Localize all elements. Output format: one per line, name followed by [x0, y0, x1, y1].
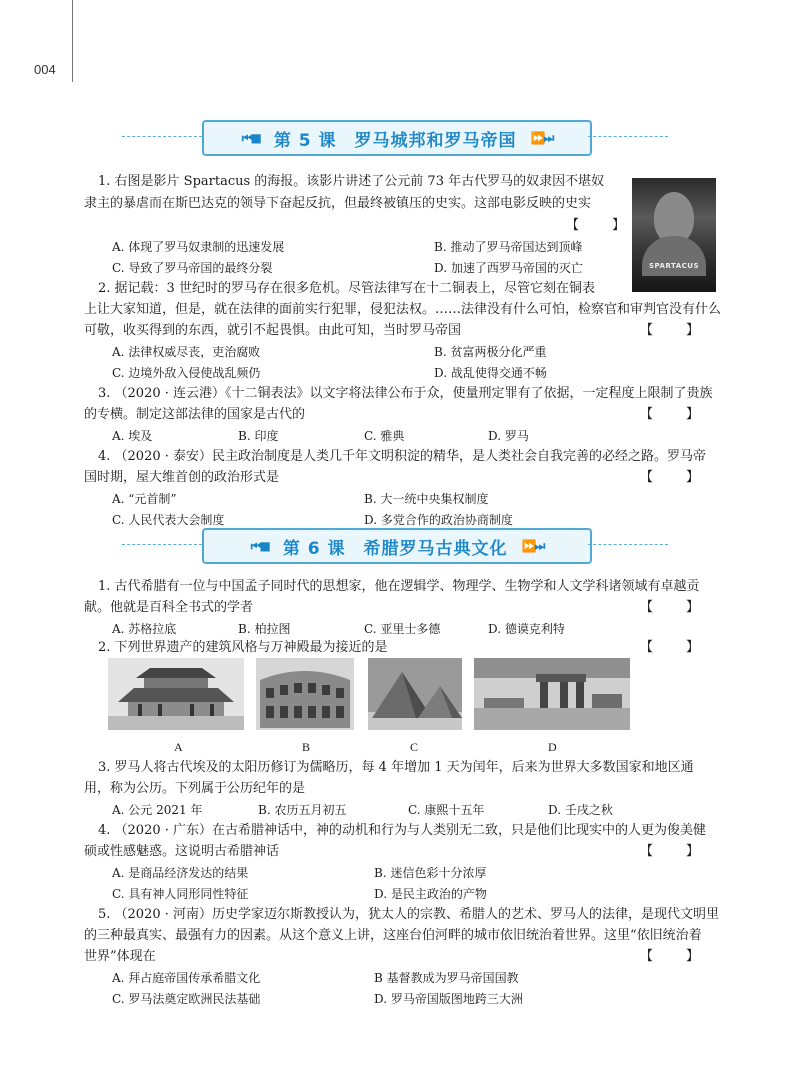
- l6-q3-option-b: B. 农历五月初五: [258, 803, 347, 817]
- l6-q4-option-c: C. 具有神人同形同性特征: [112, 887, 249, 901]
- l5-q4-bracket: 【 】: [640, 470, 710, 485]
- l6-q5-line1: 5. （2020 · 河南）历史学家迈尔斯教授认为，犹太人的宗教、希腊人的艺术、罗马人的法律，是现代文明里: [98, 907, 720, 922]
- lesson-6-title-box: [202, 528, 592, 564]
- l5-q4-option-b: B. 大一统中央集权制度: [364, 492, 489, 506]
- l5-q2-option-d: D. 战乱使得交通不畅: [434, 366, 547, 380]
- l5-q1-option-b: B. 推动了罗马帝国达到顶峰: [434, 240, 583, 254]
- lesson-6-title: 第 6 课 希腊罗马古典文化: [282, 538, 508, 559]
- skip-forward-icon: ⏩⏭: [521, 538, 544, 553]
- l6-q5-option-b: B 基督教成为罗马帝国国教: [374, 971, 519, 985]
- l6-q1-line1: 1. 古代希腊有一位与中国孟子同时代的思想家，他在逻辑学、物理学、生物学和人文学科诸领域有卓越贡: [98, 579, 700, 594]
- photo-label-c: C: [410, 740, 419, 754]
- l5-q1-line1: 1. 右图是影片 Spartacus 的海报。该影片讲述了公元前 73 年古代罗马的奴隶因不堪奴: [98, 174, 605, 189]
- l5-q3-option-a: A. 埃及: [112, 429, 153, 443]
- lesson-5-banner: [122, 120, 668, 154]
- spartacus-poster: [632, 178, 716, 292]
- l6-q1-line2: 献。他就是百科全书式的学者: [84, 600, 254, 615]
- l6-q2-line1: 2. 下列世界遗产的建筑风格与万神殿最为接近的是: [98, 640, 388, 655]
- l5-q4-option-c: C. 人民代表大会制度: [112, 513, 225, 527]
- skip-back-icon: ⏮■: [241, 130, 260, 145]
- l6-q5-option-a: A. 拜占庭帝国传承希腊文化: [112, 971, 261, 985]
- l6-q1-bracket: 【 】: [640, 600, 710, 615]
- photo-label-d: D: [548, 740, 557, 754]
- l6-q3-option-c: C. 康熙十五年: [408, 803, 485, 817]
- lesson-5-title: 第 5 课 罗马城邦和罗马帝国: [273, 130, 517, 151]
- l5-q4-option-a: A. “元首制”: [112, 492, 177, 506]
- l6-q4-line1: 4. （2020 · 广东）在古希腊神话中，神的动机和行为与人类别无二致，只是他们比现实中的人更为俊美健: [98, 823, 707, 838]
- l5-q3-option-b: B. 印度: [238, 429, 279, 443]
- photo-c-pyramids: [368, 658, 462, 730]
- l6-q5-option-d: D. 罗马帝国版图地跨三大洲: [374, 992, 523, 1006]
- l6-q5-line2: 的三种最真实、最强有力的因素。从这个意义上讲，这座台伯河畔的城市依旧统治着世界。这里“依旧统治着: [84, 928, 702, 943]
- l6-q4-option-a: A. 是商品经济发达的结果: [112, 866, 249, 880]
- l5-q3-line1: 3. （2020 · 连云港）《十二铜表法》以文字将法律公布于众，使量刑定罪有了依据，一定程度上限制了贵族: [98, 386, 713, 401]
- l6-q4-option-b: B. 迷信色彩十分浓厚: [374, 866, 487, 880]
- l5-q3-bracket: 【 】: [640, 407, 710, 422]
- l6-q3-option-a: A. 公元 2021 年: [112, 803, 203, 817]
- skip-forward-icon: ⏩⏭: [530, 130, 553, 145]
- l6-q4-option-d: D. 是民主政治的产物: [374, 887, 487, 901]
- l6-q1-option-b: B. 柏拉图: [238, 622, 291, 636]
- poster-title: SPARTACUS: [648, 262, 700, 270]
- banner-dash-right: [588, 136, 668, 137]
- l6-q1-option-a: A. 苏格拉底: [112, 622, 177, 636]
- lesson-5-title-box: [202, 120, 592, 156]
- l6-q5-line3: 世界”体现在: [84, 949, 156, 964]
- photo-a-chinese-palace: [108, 658, 244, 730]
- l6-q3-line2: 用，称为公历。下列属于公历纪年的是: [84, 781, 306, 796]
- l6-q3-option-d: D. 壬戌之秋: [548, 803, 613, 817]
- photo-label-a: A: [174, 740, 183, 754]
- l6-q1-option-d: D. 德谟克利特: [488, 622, 565, 636]
- l5-q1-line2: 隶主的暴虐而在斯巴达克的领导下奋起反抗，但最终被镇压的史实。这部电影反映的史实: [84, 196, 592, 211]
- banner-dash-left: [122, 544, 202, 545]
- l5-q3-line2: 的专横。制定这部法律的国家是古代的: [84, 407, 306, 422]
- l5-q3-option-c: C. 雅典: [364, 429, 405, 443]
- l6-q5-bracket: 【 】: [640, 949, 710, 964]
- l6-q4-line2: 硕或性感魅惑。这说明古希腊神话: [84, 844, 280, 859]
- l5-q1-option-a: A. 体现了罗马奴隶制的迅速发展: [112, 240, 285, 254]
- l5-q2-option-c: C. 边境外敌入侵使战乱频仍: [112, 366, 261, 380]
- poster-figure-body: [642, 236, 706, 276]
- skip-back-icon: ⏮■: [250, 538, 269, 553]
- photo-label-b: B: [302, 740, 311, 754]
- l6-q3-line1: 3. 罗马人将古代埃及的太阳历修订为儒略历，每 4 年增加 1 天为闰年，后来为世界大多数国家和地区通: [98, 760, 694, 775]
- l5-q1-option-c: C. 导致了罗马帝国的最终分裂: [112, 261, 273, 275]
- l5-q2-line2: 上让大家知道，但是，就在法律的面前实行犯罪，侵犯法权。……法律没有什么可怕，检察官和审判官没有什么: [84, 302, 722, 317]
- l5-q2-line1: 2. 据记载：3 世纪时的罗马存在很多危机。尽管法律写在十二铜表上，尽管它刻在铜表: [98, 281, 595, 296]
- photo-d-knossos-ruins: [474, 658, 630, 730]
- l6-q1-option-c: C. 亚里士多德: [364, 622, 441, 636]
- l5-q1-bracket: 【 】: [566, 218, 636, 233]
- margin-line: [72, 0, 73, 82]
- l6-q5-option-c: C. 罗马法奠定欧洲民法基础: [112, 992, 261, 1006]
- l5-q2-bracket: 【 】: [640, 323, 710, 338]
- banner-dash-left: [122, 136, 202, 137]
- l5-q2-option-a: A. 法律权威尽丧，吏治腐败: [112, 345, 261, 359]
- l5-q2-option-b: B. 贫富两极分化严重: [434, 345, 547, 359]
- l5-q4-option-d: D. 多党合作的政治协商制度: [364, 513, 513, 527]
- l5-q3-option-d: D. 罗马: [488, 429, 529, 443]
- l5-q4-line1: 4. （2020 · 泰安）民主政治制度是人类几千年文明积淀的精华，是人类社会自我完善的必经之路。罗马帝: [98, 449, 707, 464]
- l6-q2-bracket: 【 】: [640, 640, 710, 655]
- page-number: 004: [34, 62, 56, 77]
- l5-q4-line2: 国时期，屋大维首创的政治形式是: [84, 470, 280, 485]
- l5-q2-line3: 可敬，收买得到的东西，就引不起畏惧。由此可知，当时罗马帝国: [84, 323, 462, 338]
- l6-q4-bracket: 【 】: [640, 844, 710, 859]
- photo-b-colosseum: [256, 658, 354, 730]
- lesson-6-banner: [122, 528, 668, 562]
- l5-q1-option-d: D. 加速了西罗马帝国的灭亡: [434, 261, 583, 275]
- banner-dash-right: [588, 544, 668, 545]
